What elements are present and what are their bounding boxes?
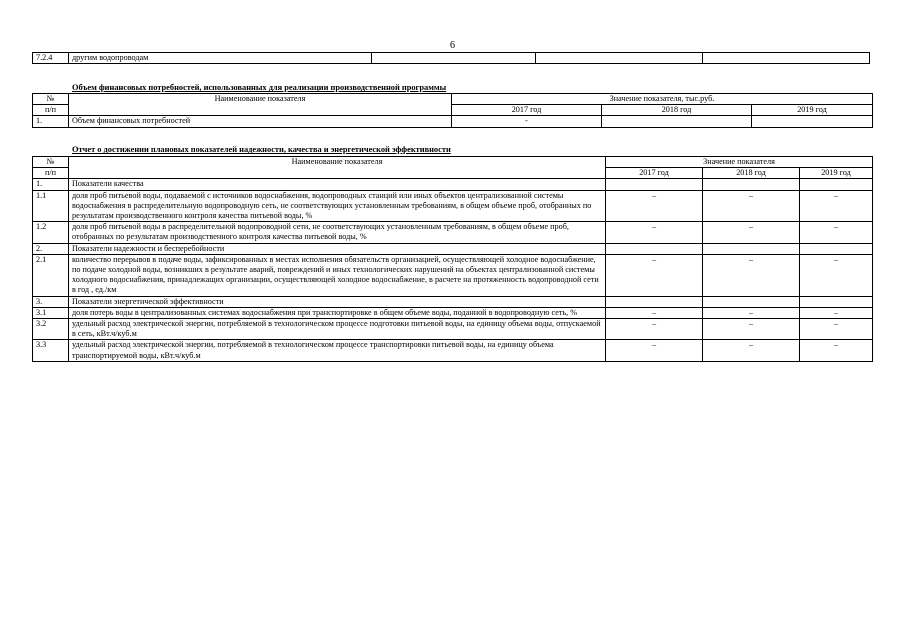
value-2019: – xyxy=(800,319,873,340)
section-row xyxy=(33,243,873,254)
table-row xyxy=(33,307,873,318)
value-cell xyxy=(606,296,703,307)
value-cell xyxy=(800,296,873,307)
value-2019 xyxy=(752,116,873,127)
report-section-title: Отчет о достижении плановых показателей надежности, качества и энергетической эффективности xyxy=(72,145,451,154)
finance-table xyxy=(32,93,873,128)
row-name: доля потерь воды в централизованных системах водоснабжения при транспортировке в общем объеме воды, поданной в водопроводную сеть, % xyxy=(69,307,606,318)
value-2019: – xyxy=(800,340,873,361)
value-2018: – xyxy=(703,190,800,222)
num-header: № xyxy=(33,157,69,168)
continuation-table xyxy=(32,52,870,64)
row-name: удельный расход электрической энергии, потребляемой в технологическом процессе подготовки питьевой воды, на единицу объема воды, отпускаемой в сеть, кВт.ч/куб.м xyxy=(69,319,606,340)
row-number: 3.2 xyxy=(33,319,69,340)
row-number: 3. xyxy=(33,296,69,307)
table-row xyxy=(33,319,873,340)
name-header: Наименование показателя xyxy=(69,94,452,116)
header-row xyxy=(33,94,873,105)
value-2018: – xyxy=(703,340,800,361)
year-header-2019: 2019 год xyxy=(752,105,873,116)
year-header-2018: 2018 год xyxy=(602,105,752,116)
finance-section-title: Объем финансовых потребностей, использованных для реализации производственной программы xyxy=(72,83,447,92)
value-cell xyxy=(703,179,800,190)
value-cell xyxy=(703,296,800,307)
value-cell xyxy=(703,53,870,64)
row-name: Объем финансовых потребностей xyxy=(69,116,452,127)
value-2019: – xyxy=(800,222,873,243)
report-table xyxy=(32,156,873,362)
row-name: Показатели энергетической эффективности xyxy=(69,296,606,307)
row-number: 1. xyxy=(33,116,69,127)
value-cell xyxy=(703,243,800,254)
value-2017: - xyxy=(452,116,602,127)
value-2018: – xyxy=(703,254,800,296)
row-name: другим водопроводам xyxy=(69,53,372,64)
table-row xyxy=(33,254,873,296)
value-2017: – xyxy=(606,222,703,243)
value-2018: – xyxy=(703,222,800,243)
year-header-2017: 2017 год xyxy=(606,168,703,179)
value-cell xyxy=(536,53,703,64)
row-name: доля проб питьевой воды, подаваемой с источников водоснабжения, водопроводных станций или иных объектов централизованной системы водоснабжения в распределительную водопроводную сеть, не соответствующих установленным требованиям, в общем объеме проб, отобранных по результатам производственного контроля качества питьевой воды, % xyxy=(69,190,606,222)
value-cell xyxy=(372,53,536,64)
value-cell xyxy=(606,179,703,190)
table-row xyxy=(33,53,870,64)
row-number: 2. xyxy=(33,243,69,254)
value-cell xyxy=(606,243,703,254)
num-header-sub: п/п xyxy=(33,105,69,116)
value-2017: – xyxy=(606,190,703,222)
header-row xyxy=(33,157,873,168)
value-2017: – xyxy=(606,319,703,340)
page-number: 6 xyxy=(450,40,455,51)
row-number: 2.1 xyxy=(33,254,69,296)
value-2017: – xyxy=(606,307,703,318)
row-number: 1. xyxy=(33,179,69,190)
value-cell xyxy=(800,243,873,254)
table-row xyxy=(33,340,873,361)
table-row xyxy=(33,116,873,127)
table-row xyxy=(33,190,873,222)
row-number: 7.2.4 xyxy=(33,53,69,64)
name-header: Наименование показателя xyxy=(69,157,606,179)
value-2019: – xyxy=(800,254,873,296)
row-number: 3.1 xyxy=(33,307,69,318)
table-row xyxy=(33,222,873,243)
value-cell xyxy=(800,179,873,190)
section-row xyxy=(33,179,873,190)
value-group-header: Значение показателя, тыс.руб. xyxy=(452,94,873,105)
value-2018 xyxy=(602,116,752,127)
value-2018: – xyxy=(703,307,800,318)
value-2017: – xyxy=(606,254,703,296)
row-name: Показатели надежности и бесперебойности xyxy=(69,243,606,254)
year-header-2019: 2019 год xyxy=(800,168,873,179)
section-row xyxy=(33,296,873,307)
value-2019: – xyxy=(800,190,873,222)
value-2018: – xyxy=(703,319,800,340)
num-header-sub: п/п xyxy=(33,168,69,179)
row-number: 3.3 xyxy=(33,340,69,361)
row-number: 1.1 xyxy=(33,190,69,222)
row-name: количество перерывов в подаче воды, зафиксированных в местах исполнения обязательств организацией, осуществляющей холодное водоснабжение, по подаче холодной воды, возникших в результате аварий, повреждений и иных технологических нарушений на объектах централизованной системы холодного водоснабжения, принадлежащих организации, осуществляющей холодное водоснабжение, в расчете на протяженность водопроводной сети в год , ед./км xyxy=(69,254,606,296)
year-header-2018: 2018 год xyxy=(703,168,800,179)
row-name: удельный расход электрической энергии, потребляемой в технологическом процессе транспортировки питьевой воды, на единицу объема транспортируемой воды, кВт.ч/куб.м xyxy=(69,340,606,361)
row-name: доля проб питьевой воды в распределительной водопроводной сети, не соответствующих установленным требованиям, в общем объеме проб, отобранных по результатам производственного контроля качества питьевой воды, % xyxy=(69,222,606,243)
year-header-2017: 2017 год xyxy=(452,105,602,116)
value-2017: – xyxy=(606,340,703,361)
value-2019: – xyxy=(800,307,873,318)
value-group-header: Значение показателя xyxy=(606,157,873,168)
num-header: № xyxy=(33,94,69,105)
row-number: 1.2 xyxy=(33,222,69,243)
row-name: Показатели качества xyxy=(69,179,606,190)
